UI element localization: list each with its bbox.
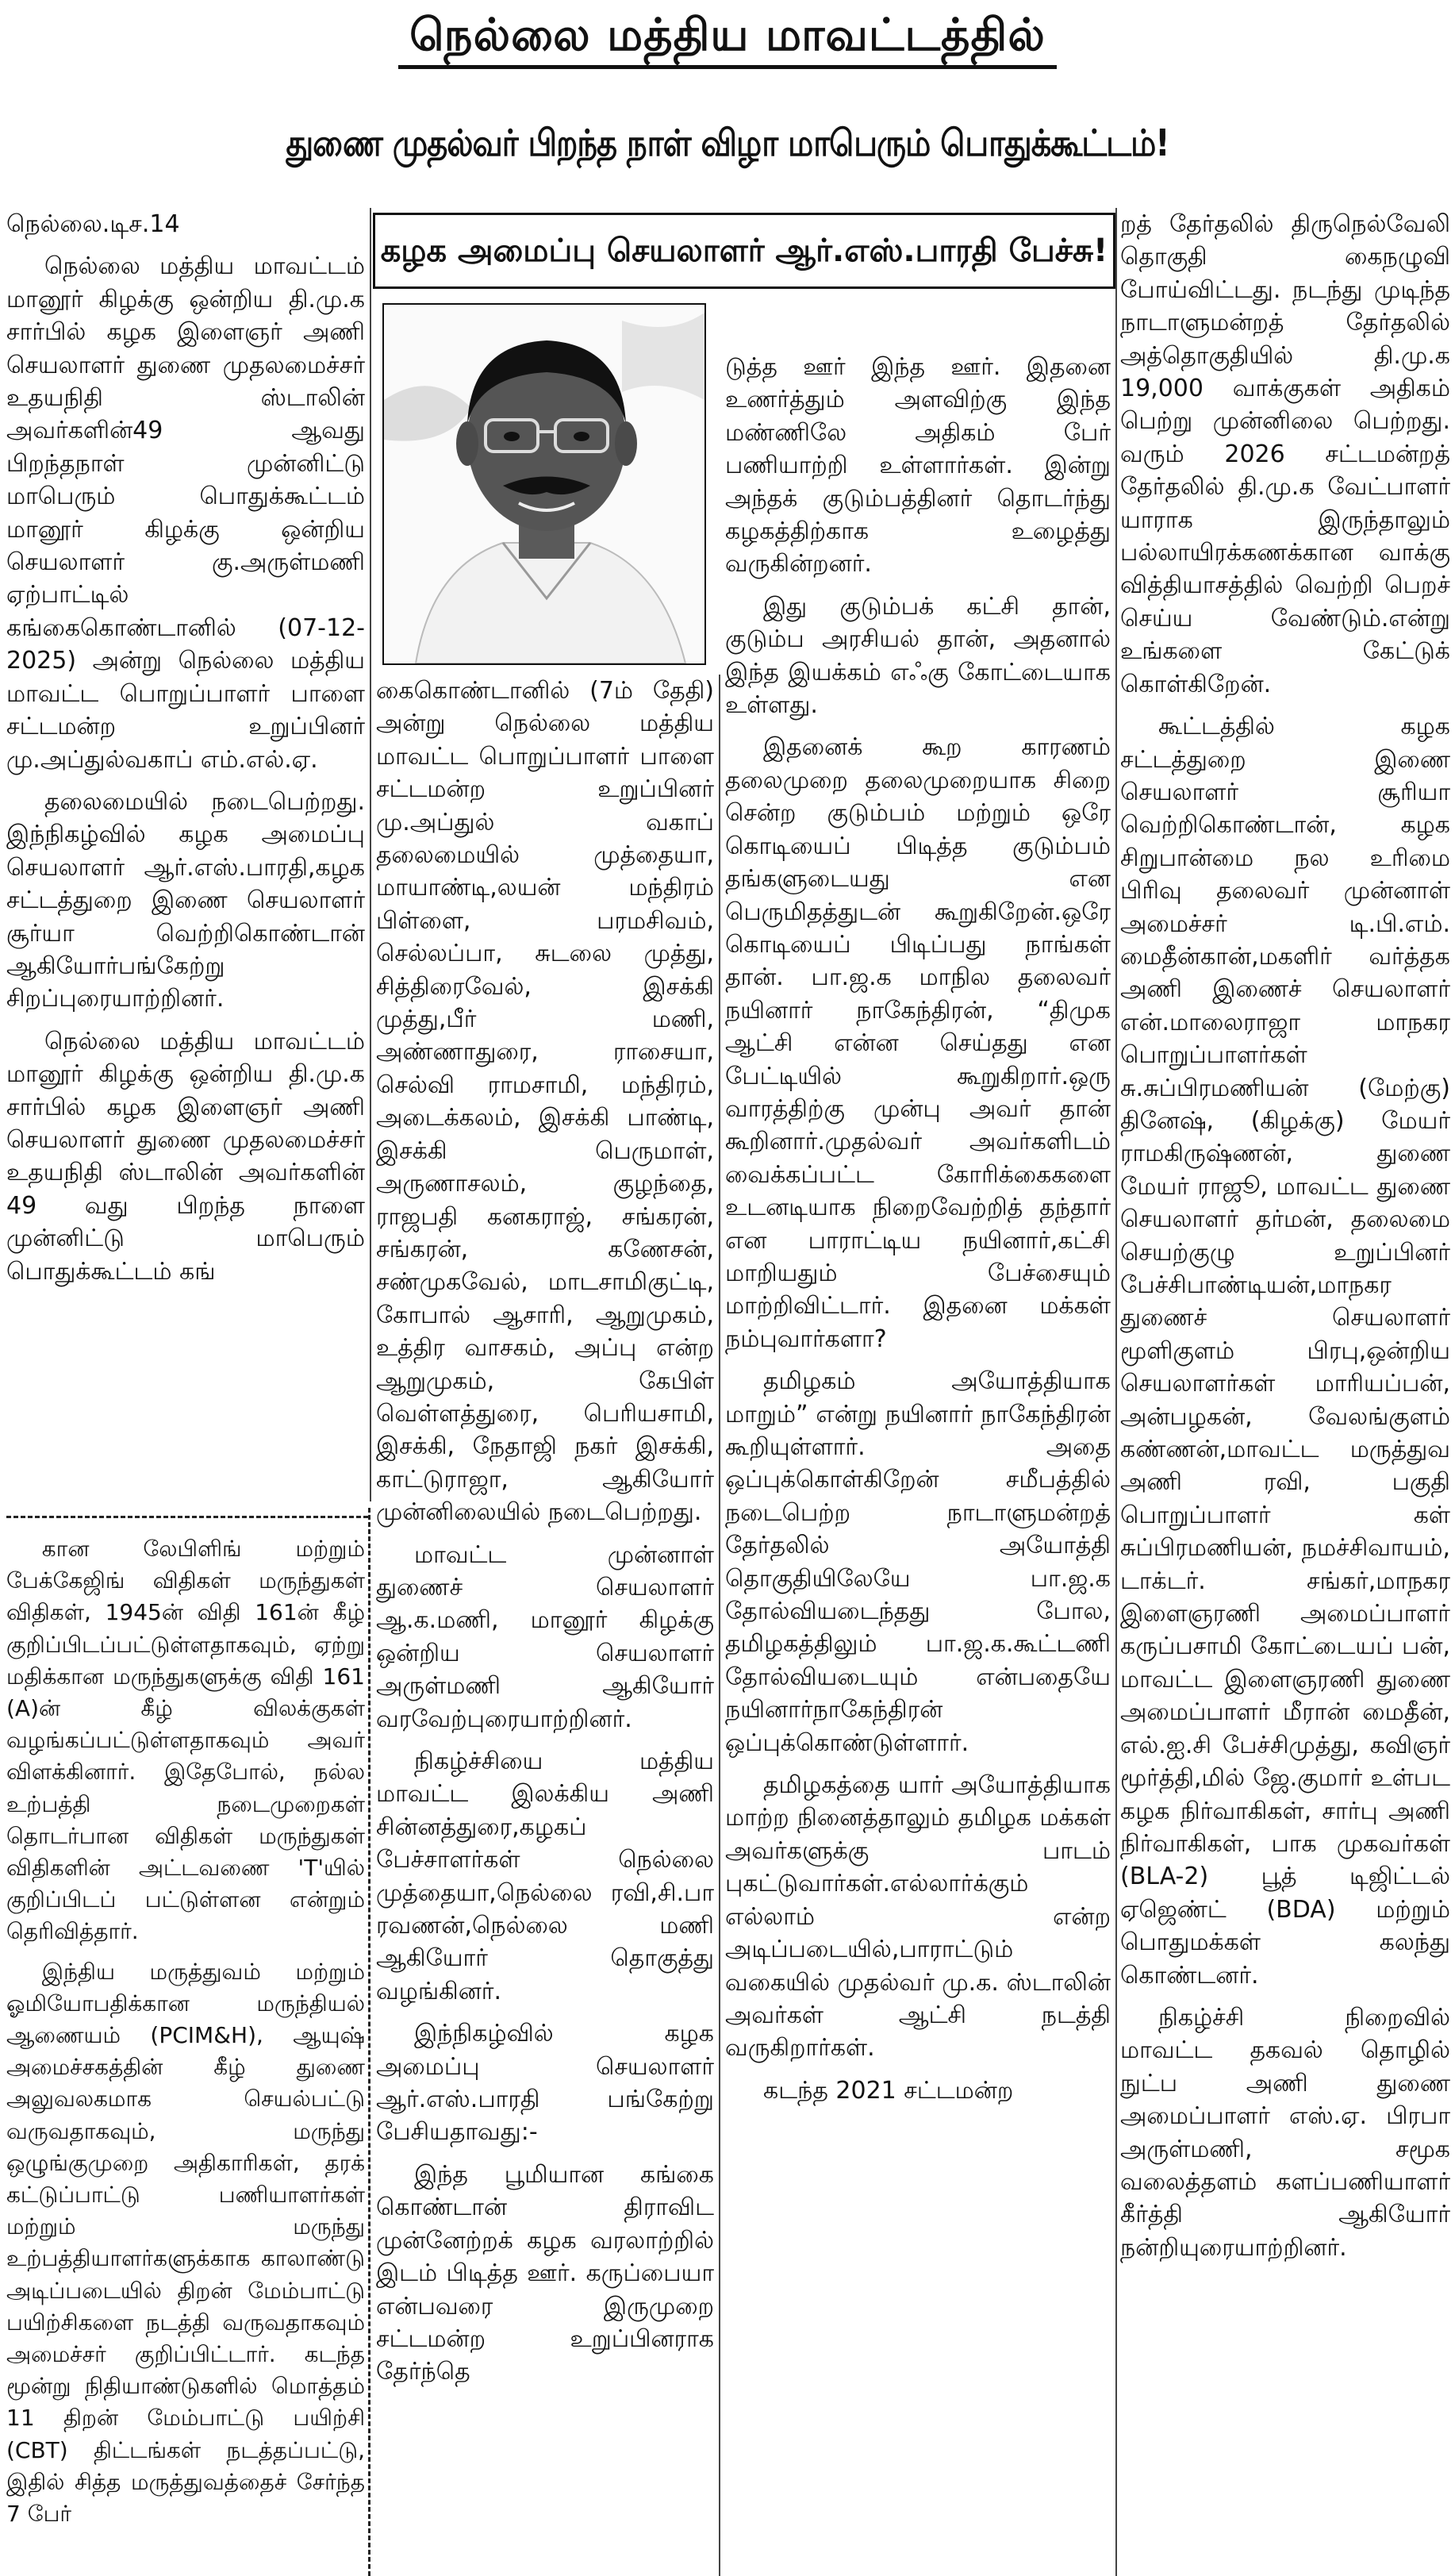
story-divider bbox=[6, 1516, 368, 1518]
paragraph: தமிழகம் அயோத்தியாக மாறும்” என்று நயினார் நாகேந்திரன் கூறியுள்ளார். அதை ஒப்புக்கொள்கிறேன் சமீபத்தில் நடைபெற்ற நாடாளுமன்றத் தேர்தலில் அயோத்தி தொகுதியிலேயே பா.ஜ.க தோல்வியடைந்தது போல, தமிழகத்திலும் பா.ஜ.க.கூட்டணி தோல்வியடையும் என்பதையே நயினார்நாகேந்திரன் ஒப்புக்கொண்டுள்ளார். bbox=[725, 1367, 1111, 1757]
column-1 bbox=[6, 208, 365, 1517]
paragraph: டுத்த ஊர் இந்த ஊர். இதனை உணர்த்தும் அளவிற்கு இந்த மண்ணிலே அதிகம் பேர் பணியாற்றி உள்ளார்கள். இன்று அந்தக் குடும்பத்தினர் தொடர்ந்து கழகத்திற்காக உழைத்து வருகின்றனர். bbox=[725, 353, 1111, 579]
column-rule bbox=[719, 675, 720, 2576]
paragraph: கைகொண்டானில் (7ம் தேதி) அன்று நெல்லை மத்திய மாவட்ட பொறுப்பாளர் பாளை சட்டமன்ற உறுப்பினர் மு.அப்துல் வகாப் தலைமையில் முத்தையா, மாயாண்டி,லயன் மந்திரம் பிள்ளை, பரமசிவம், செல்லப்பா, சுடலை முத்து, சித்திரைவேல், இசக்கி முத்து,பீர் மணி, அண்ணாதுரை, ராசையா, செல்வி ராமசாமி, மந்திரம், அடைக்கலம், இசக்கி பாண்டி, இசக்கி பெருமாள், அருணாசலம், குழந்தை, ராஜபதி கனகராஜ், சங்கரன், சங்கரன், கணேசன், சண்முகவேல், மாடசாமிகுட்டி, கோபால் ஆசாரி, ஆறுமுகம், உத்திர வாசகம், அப்பு என்ற ஆறுமுகம், கேபிள் வெள்ளத்துரை, பெரியசாமி, இசக்கி, நேதாஜி நகர் இசக்கி, காட்டுராஜா, ஆகியோர் முன்னிலையில் நடைபெற்றது. bbox=[376, 677, 714, 1527]
column-4 bbox=[1120, 208, 1450, 2576]
paragraph: நெல்லை மத்திய மாவட்டம் மானூர் கிழக்கு ஒன்றிய தி.மு.க சார்பில் கழக இளைஞர் அணி செயலாளர் துணை முதலமைச்சர் உதயநிதி ஸ்டாலின் அவர்களின் 49 வது பிறந்த நாளை முன்னிட்டு மாபெரும் பொதுக்கூட்டம் கங் bbox=[6, 1027, 365, 1286]
paragraph: நிகழ்ச்சி நிறைவில் மாவட்ட தகவல் தொழில் நுட்ப அணி துணை அமைப்பாளர் எஸ்.ஏ. பிரபா அருள்மணி, சமூக வலைத்தளம் களப்பணியாளர் கீர்த்தி ஆகியோர் நன்றியுரையாற்றினர். bbox=[1120, 2003, 1450, 2262]
paragraph: மாவட்ட முன்னாள் துணைச் செயலாளர் ஆ.க.மணி, மானூர் கிழக்கு ஒன்றிய செயலாளர் அருள்மணி ஆகியோர் வரவேற்புரையாற்றினர். bbox=[376, 1540, 714, 1733]
kicker-block bbox=[0, 0, 1455, 73]
paragraph: கான லேபிளிங் மற்றும் பேக்கேஜிங் விதிகள் மருந்துகள் விதிகள், 1945ன் விதி 161ன் கீழ் குறிப்பிடப்பட்டுள்ளதாகவும், ஏற்று மதிக்கான மருந்துகளுக்கு விதி 161 (A)ன் கீழ் விலக்குகள் வழங்கப்பட்டுள்ளதாகவும் அவர் விளக்கினார். இதேபோல், நல்ல உற்பத்தி நடைமுறைகள் தொடர்பான விதிகள் மருந்துகள் விதிகளின் அட்டவணை 'T'யில் குறிப்பிடப் பட்டுள்ளன என்றும் தெரிவித்தார். bbox=[6, 1536, 365, 1945]
headline: துணை முதல்வர் பிறந்த நாள் விழா மாபெரும் பொதுக்கூட்டம்! bbox=[286, 122, 1169, 165]
paragraph: தமிழகத்தை யார் அயோத்தியாக மாற்ற நினைத்தாலும் தமிழக மக்கள் அவர்களுக்கு பாடம் புகட்டுவார்கள்.எல்லார்க்கும் எல்லாம் என்ற அடிப்படையில்,பாராட்டும் வகையில் முதல்வர் மு.க. ஸ்டாலின் அவர்கள் ஆட்சி நடத்தி வருகிறார்கள். bbox=[725, 1771, 1111, 2063]
paragraph: இந்நிகழ்வில் கழக அமைப்பு செயலாளர் ஆர்.எஸ்.பாரதி பங்கேற்று பேசியதாவது:- bbox=[376, 2020, 714, 2147]
story-border bbox=[368, 1508, 370, 2576]
paragraph: கடந்த 2021 சட்டமன்ற bbox=[763, 2076, 1014, 2105]
dateline: நெல்லை.டிச.14 bbox=[6, 210, 180, 238]
paragraph: கூட்டத்தில் கழக சட்டத்துறை இணை செயலாளர் சூரியா வெற்றிகொண்டான், கழக சிறுபான்மை நல உரிமை பிரிவு தலைவர் முன்னாள் அமைச்சர் டி.பி.எம். மைதீன்கான்,மகளிர் வர்த்தக அணி இணைச் செயலாளர் என்.மாலைராஜா மாநகர பொறுப்பாளர்கள் சு.சுப்பிரமணியன் (மேற்கு) தினேஷ், (கிழக்கு) மேயர் ராமகிருஷ்ணன், துணை மேயர் ராஜூ, மாவட்ட துணை செயலாளர் தர்மன், தலைமை செயற்குழு உறுப்பினர் பேச்சிபாண்டியன்,மாநகர துணைச் செயலாளர் மூளிகுளம் பிரபு,ஒன்றிய செயலாளர்கள் மாரியப்பன், அன்பழகன், வேலங்குளம் கண்ணன்,மாவட்ட மருத்துவ அணி ரவி, பகுதி பொறுப்பாளர் கள் சுப்பிரமணியன், நமச்சிவாயம், டாக்டர். சங்கர்,மாநகர இளைஞரணி அமைப்பாளர் கருப்பசாமி கோட்டையப் பன், மாவட்ட இளைஞரணி துணை அமைப்பாளர் மீரான் மைதீன், எல்.ஐ.சி பேச்சிமுத்து, கவிஞர் மூர்த்தி,மில் ஜே.குமார் உள்பட கழக நிர்வாகிகள், சார்பு அணி நிர்வாகிகள், பாக முகவர்கள் (BLA-2) பூத் டிஜிட்டல் ஏஜெண்ட் (BDA) மற்றும் பொதுமக்கள் கலந்து கொண்டனர். bbox=[1120, 713, 1450, 1990]
portrait-icon bbox=[384, 305, 704, 663]
paragraph: இதனைக் கூற காரணம் தலைமுறை தலைமுறையாக சிறை சென்ற குடும்பம் மற்றும் ஒரே கொடியைப் பிடித்த குடும்பம் தங்களுடையது என பெருமிதத்துடன் கூறுகிறேன்.ஒரே கொடியைப் பிடிப்பது நாங்கள் தான். பா.ஜ.க மாநில தலைவர் நயினார் நாகேந்திரன், “திமுக ஆட்சி என்ன செய்தது என பேட்டியில் கூறுகிறார்.ஒரு வாரத்திற்கு முன்பு அவர் தான் கூறினார்.முதல்வர் அவர்களிடம் வைக்கப்பட்ட கோரிக்கைகளை உடனடியாக நிறைவேற்றித் தந்தார் என பாராட்டிய நயினார்,கட்சி மாறியதும் பேச்சையும் மாற்றிவிட்டார். இதனை மக்கள் நம்புவார்களா? bbox=[725, 733, 1111, 1353]
continued-story bbox=[6, 1533, 365, 2574]
paragraph: நெல்லை மத்திய மாவட்டம் மானூர் கிழக்கு ஒன்றிய தி.மு.க சார்பில் கழக இளைஞர் அணி செயலாளர் துணை முதலமைச்சர் உதயநிதி ஸ்டாலின் அவர்களின்49 ஆவது பிறந்தநாள் முன்னிட்டு மாபெரும் பொதுக்கூட்டம் மானூர் கிழக்கு ஒன்றிய செயலாளர் கு.அருள்மணி ஏற்பாட்டில் கங்கைகொண்டானில் (07-12-2025) அன்று நெல்லை மத்திய மாவட்ட பொறுப்பாளர் பாளை சட்டமன்ற உறுப்பினர் மு.அப்துல்வகாப் எம்.எல்.ஏ. bbox=[6, 252, 365, 774]
paragraph: தலைமையில் நடைபெற்றது. இந்நிகழ்வில் கழக அமைப்பு செயலாளர் ஆர்.எஸ்.பாரதி,கழக சட்டத்துறை இணை செயலாளர் சூர்யா வெற்றிகொண்டான் ஆகியோர்பங்கேற்று சிறப்புரையாற்றினர். bbox=[6, 787, 365, 1013]
kicker: நெல்லை மத்திய மாவட்டத்தில் bbox=[398, 6, 1057, 69]
portrait-photo bbox=[382, 303, 706, 665]
paragraph: நிகழ்ச்சியை மத்திய மாவட்ட இலக்கிய அணி சின்னத்துரை,கழகப் பேச்சாளர்கள் நெல்லை முத்தையா,நெல்லை ரவி,சி.பா ரவணன்,நெல்லை மணி ஆகியோர் தொகுத்து வழங்கினர். bbox=[376, 1747, 714, 2005]
subheadline: கழக அமைப்பு செயலாளர் ஆர்.எஸ்.பாரதி பேச்சு! bbox=[373, 213, 1115, 289]
paragraph: இந்த பூமியான கங்கை கொண்டான் திராவிட முன்னேற்றக் கழக வரலாற்றில் இடம் பிடித்த ஊர். கருப்பையா என்பவரை இருமுறை சட்டமன்ற உறுப்பினராக தேர்ந்தெ bbox=[376, 2160, 714, 2386]
column-2 bbox=[376, 675, 714, 2576]
paragraph: றத் தேர்தலில் திருநெல்வேலி தொகுதி கைநழுவி போய்விட்டது. நடந்து முடிந்த நாடாளுமன்றத் தேர்தலில் அத்தொகுதியில் தி.மு.க 19,000 வாக்குகள் அதிகம் பெற்று முன்னிலை பெற்றது. வரும் 2026 சட்டமன்றத் தேர்தலில் தி.மு.க வேட்பாளர் யாராக இருந்தாலும் பல்லாயிரக்கணக்கான வாக்கு வித்தியாசத்தில் வெற்றி பெறச் செய்ய வேண்டும்.என்று உங்களை கேட்டுக் கொள்கிறேன். bbox=[1120, 210, 1450, 698]
column-3 bbox=[725, 351, 1111, 2576]
column-rule bbox=[370, 208, 371, 1501]
paragraph: இந்திய மருத்துவம் மற்றும் ஓமியோபதிக்கான மருந்தியல் ஆணையம் (PCIM&H), ஆயுஷ் அமைச்சகத்தின் கீழ் துணை அலுவலகமாக செயல்பட்டு வருவதாகவும், மருந்து ஒழுங்குமுறை அதிகாரிகள், தரக் கட்டுப்பாட்டு பணியாளர்கள் மற்றும் மருந்து உற்பத்தியாளர்களுக்காக காலாண்டு அடிப்படையில் திறன் மேம்பாட்டு பயிற்சிகளை நடத்தி வருவதாகவும் அமைச்சர் குறிப்பிட்டார். கடந்த மூன்று நிதியாண்டுகளில் மொத்தம் 11 திறன் மேம்பாட்டு பயிற்சி (CBT) திட்டங்கள் நடத்தப்பட்டு, இதில் சித்த மருத்துவத்தைச் சேர்ந்த 7 பேர் bbox=[6, 1958, 365, 2528]
column-rule bbox=[1115, 208, 1117, 2576]
paragraph: இது குடும்பக் கட்சி தான், குடும்ப அரசியல் தான், அதனால் இந்த இயக்கம் எஃகு கோட்டையாக உள்ளது. bbox=[725, 592, 1111, 720]
